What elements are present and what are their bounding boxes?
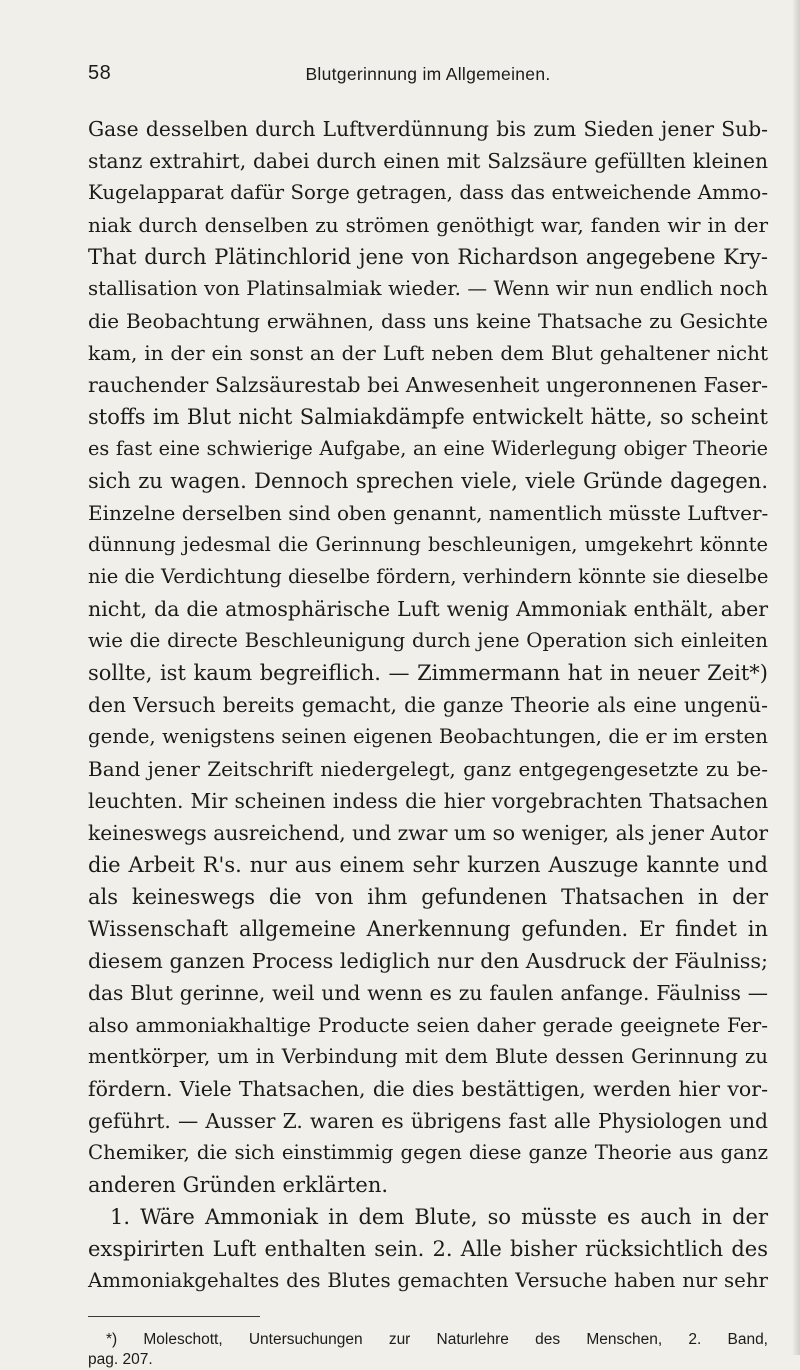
text-line: niak durch denselben zu strömen genöthigt war, fanden wir in der [88, 213, 768, 237]
text-line: diesem ganzen Process lediglich nur den Ausdruck der Fäulniss; [88, 949, 768, 973]
text-line: gende, wenigstens seinen eigenen Beobachtungen, die er im ersten [88, 725, 768, 748]
text-line: geführt. — Ausser Z. waren es übrigens fast alle Physiologen und [88, 1109, 768, 1133]
footnote-line: *) Moleschott, Untersuchungen zur Naturlehre des Menschen, 2. Band, [106, 1331, 768, 1348]
page-edge-shadow [792, 0, 800, 1355]
text-line: sollte, ist kaum begreiflich. — Zimmermann hat in neuer Zeit*) [88, 661, 768, 685]
text-line: That durch Plätinchlorid jene von Richardson angegebene Kry- [88, 245, 768, 269]
text-line: also ammoniakhaltige Producte seien daher gerade geeignete Fer- [88, 1013, 768, 1037]
text-line: fördern. Viele Thatsachen, die dies bestättigen, werden hier vor- [88, 1077, 768, 1101]
text-line: mentkörper, um in Verbindung mit dem Blute dessen Gerinnung zu [88, 1045, 768, 1068]
text-line: nicht, da die atmosphärische Luft wenig Ammoniak enthält, aber [88, 597, 768, 621]
text-line: exspirirten Luft enthalten sein. 2. Alle bisher rücksichtlich des [88, 1237, 768, 1261]
text-line: Wissenschaft allgemeine Anerkennung gefunden. Er findet in [88, 917, 768, 941]
text-line: wie die directe Beschleunigung durch jene Operation sich einleiten [88, 629, 768, 652]
text-line: Einzelne derselben sind oben genannt, namentlich müsste Luftver- [88, 501, 769, 525]
text-line: das Blut gerinne, weil und wenn es zu faulen anfange. Fäulniss — [88, 981, 768, 1005]
footnote-divider [88, 1316, 260, 1317]
text-line: Ammoniakgehaltes des Blutes gemachten Versuche haben nur sehr [88, 1269, 768, 1292]
text-line: Band jener Zeitschrift niedergelegt, ganz entgegengesetzte zu be- [88, 757, 768, 781]
text-line: dünnung jedesmal die Gerinnung beschleunigen, umgekehrt könnte [88, 533, 768, 556]
text-line: als keineswegs die von ihm gefundenen Thatsachen in der [88, 885, 768, 909]
text-line: stallisation von Platinsalmiak wieder. — Wenn wir nun endlich noch [88, 277, 768, 300]
page-header [88, 62, 768, 90]
body-text [88, 113, 768, 1297]
footnote [88, 1330, 768, 1370]
paragraph-end-line: anderen Gründen erklärten. [88, 1173, 389, 1197]
text-line: Chemiker, die sich einstimmig gegen diese ganze Theorie aus ganz [88, 1141, 768, 1164]
text-line: die Beobachtung erwähnen, dass uns keine Thatsache zu Gesichte [88, 309, 768, 333]
text-line: sich zu wagen. Dennoch sprechen viele, viele Gründe dagegen. [88, 469, 768, 493]
text-line: keineswegs ausreichend, und zwar um so weniger, als jener Autor [88, 821, 769, 845]
text-line: kam, in der ein sonst an der Luft neben dem Blut gehaltener nicht [88, 341, 768, 365]
page-number: 58 [88, 62, 112, 84]
text-line: den Versuch bereits gemacht, die ganze Theorie als eine ungenü- [88, 693, 768, 717]
text-line: die Arbeit R's. nur aus einem sehr kurzen Auszuge kannte und [88, 853, 768, 877]
footnote-line: pag. 207. [88, 1351, 153, 1368]
text-line: es fast eine schwierige Aufgabe, an eine Widerlegung obiger Theorie [88, 437, 768, 460]
text-line: rauchender Salzsäurestab bei Anwesenheit ungeronnenen Faser- [88, 373, 768, 397]
text-line: leuchten. Mir scheinen indess die hier vorgebrachten Thatsachen [88, 789, 768, 813]
text-line: 1. Wäre Ammoniak in dem Blute, so müsste es auch in der [110, 1205, 768, 1229]
text-line: nie die Verdichtung dieselbe fördern, verhindern könnte sie dieselbe [88, 565, 769, 588]
running-head: Blutgerinnung im Allgemeinen. [305, 64, 551, 84]
text-line: stanz extrahirt, dabei durch einen mit Salzsäure gefüllten kleinen [88, 149, 768, 173]
text-line: stoffs im Blut nicht Salmiakdämpfe entwickelt hätte, so scheint [88, 405, 768, 429]
text-line: Gase desselben durch Luftverdünnung bis zum Sieden jener Sub- [88, 117, 768, 141]
text-line: Kugelapparat dafür Sorge getragen, dass das entweichende Ammo- [88, 181, 768, 204]
